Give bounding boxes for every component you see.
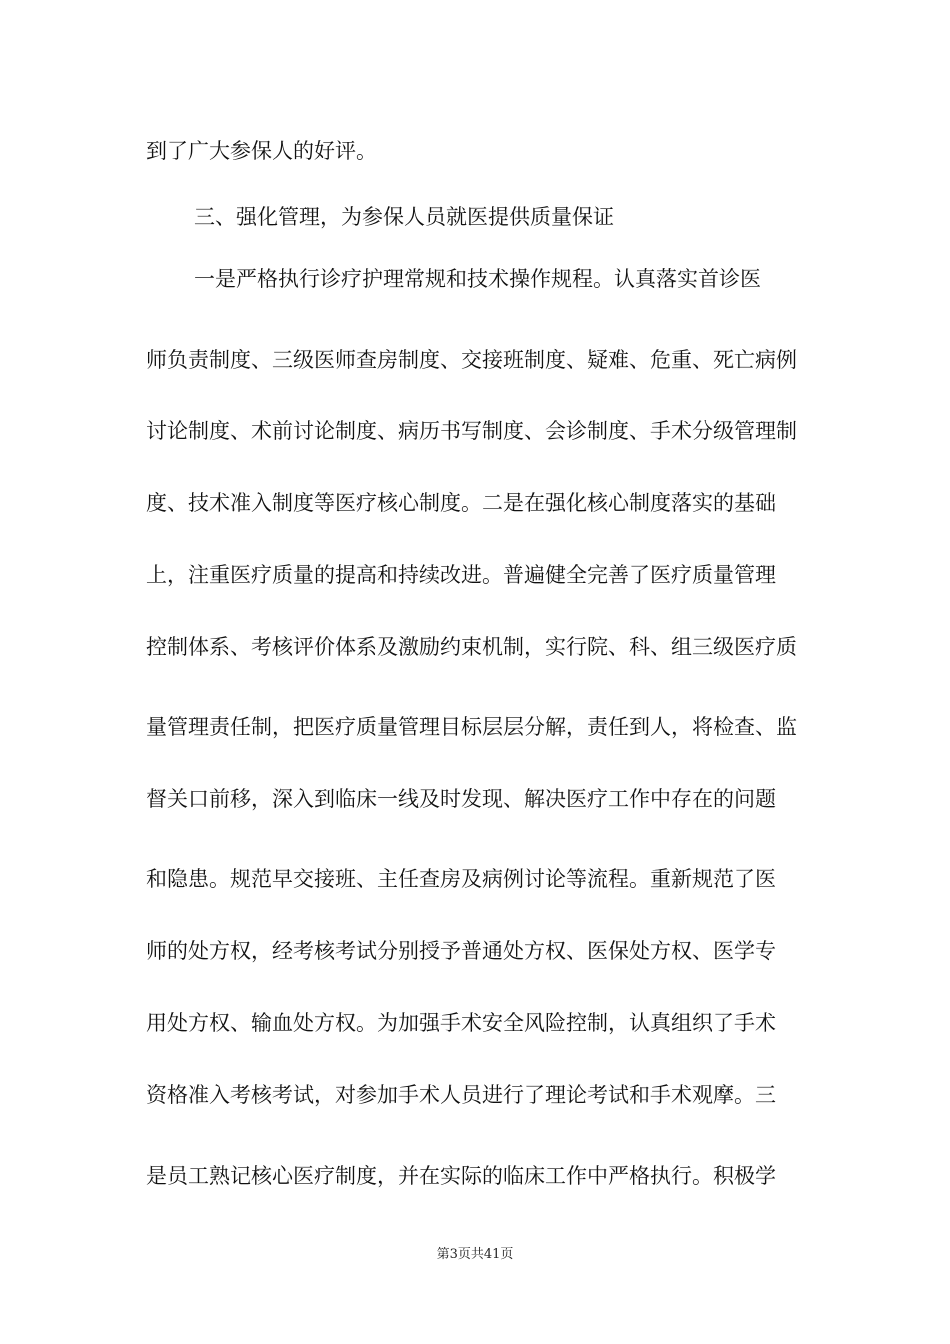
text-line-14: 资格准入考核考试，对参加手术人员进行了理论考试和手术观摩。三 [146, 1083, 776, 1107]
text-line-4: 师负责制度、三级医师查房制度、交接班制度、疑难、危重、死亡病例 [146, 348, 797, 372]
text-line-6: 度、技术准入制度等医疗核心制度。二是在强化核心制度落实的基础 [146, 491, 776, 515]
text-line-12: 师的处方权，经考核考试分别授予普通处方权、医保处方权、医学专 [146, 939, 776, 963]
text-line-7: 上，注重医疗质量的提高和持续改进。普遍健全完善了医疗质量管理 [146, 563, 776, 587]
text-line-8: 控制体系、考核评价体系及激励约束机制，实行院、科、组三级医疗质 [146, 635, 797, 659]
text-line-11: 和隐患。规范早交接班、主任查房及病例讨论等流程。重新规范了医 [146, 867, 776, 891]
section-heading: 三、强化管理，为参保人员就医提供质量保证 [194, 205, 614, 229]
page-number-footer: 第3页共41页 [436, 1247, 514, 1262]
text-line-13: 用处方权、输血处方权。为加强手术安全风险控制，认真组织了手术 [146, 1011, 776, 1035]
text-line-10: 督关口前移，深入到临床一线及时发现、解决医疗工作中存在的问题 [146, 787, 776, 811]
text-line-9: 量管理责任制，把医疗质量管理目标层层分解，责任到人，将检查、监 [146, 715, 797, 739]
text-line-15: 是员工熟记核心医疗制度，并在实际的临床工作中严格执行。积极学 [146, 1164, 776, 1188]
text-line-3: 一是严格执行诊疗护理常规和技术操作规程。认真落实首诊医 [194, 267, 761, 291]
text-line-5: 讨论制度、术前讨论制度、病历书写制度、会诊制度、手术分级管理制 [146, 419, 797, 443]
text-line-1: 到了广大参保人的好评。 [146, 139, 377, 163]
